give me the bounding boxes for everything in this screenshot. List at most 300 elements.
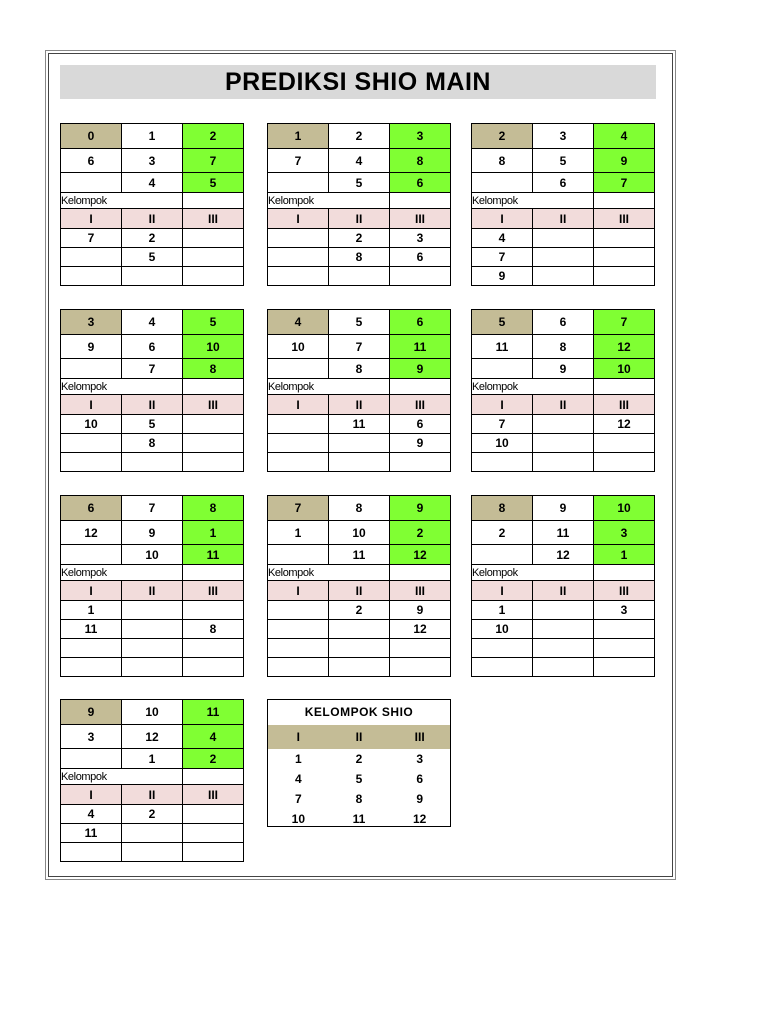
member-cell	[268, 639, 329, 658]
group-cell: III	[390, 209, 451, 229]
member-cell: 2	[122, 229, 183, 248]
member-cell	[390, 658, 451, 677]
kelompok-label: Kelompok	[61, 193, 122, 209]
member-row	[472, 229, 655, 248]
group-cell: I	[61, 785, 122, 805]
head-cell: 8	[329, 496, 390, 521]
number-cell: 7	[122, 359, 183, 379]
head-cell: 6	[390, 310, 451, 335]
member-row	[61, 639, 244, 658]
empty-cell	[390, 565, 451, 581]
member-cell: 4	[61, 805, 122, 824]
group-row	[268, 395, 451, 415]
member-cell: 1	[61, 601, 122, 620]
group-cell: I	[472, 581, 533, 601]
head-cell: 10	[122, 700, 183, 725]
head-row	[61, 700, 244, 725]
number-cell	[61, 749, 122, 769]
member-cell	[61, 843, 122, 862]
member-cell	[183, 415, 244, 434]
legend-cell: 8	[355, 792, 363, 806]
member-row	[61, 620, 244, 639]
member-cell	[533, 658, 594, 677]
kelompok-row	[61, 379, 244, 395]
number-cell: 6	[122, 335, 183, 359]
kelompok-label: Kelompok	[472, 379, 533, 395]
head-row	[472, 496, 655, 521]
member-cell	[183, 453, 244, 472]
head-cell: 9	[61, 700, 122, 725]
legend-cell: 7	[294, 792, 302, 806]
member-cell	[594, 434, 655, 453]
member-cell	[122, 620, 183, 639]
legend-cell: 4	[294, 772, 302, 786]
head-cell: 0	[61, 124, 122, 149]
shio-block	[60, 699, 244, 862]
head-cell: 5	[472, 310, 533, 335]
number-row	[268, 521, 451, 545]
number-cell: 9	[594, 149, 655, 173]
member-row	[61, 453, 244, 472]
head-cell: 8	[472, 496, 533, 521]
group-cell: II	[533, 209, 594, 229]
member-cell: 1	[472, 601, 533, 620]
group-cell: I	[472, 395, 533, 415]
member-row	[472, 267, 655, 286]
group-cell: III	[183, 395, 244, 415]
kelompok-label: Kelompok	[268, 379, 329, 395]
number-row	[61, 725, 244, 749]
number-cell: 2	[183, 749, 244, 769]
number-cell	[268, 545, 329, 565]
member-cell: 6	[390, 415, 451, 434]
head-cell: 1	[122, 124, 183, 149]
legend-cell: 2	[355, 752, 363, 766]
member-cell	[122, 658, 183, 677]
number-cell: 8	[183, 359, 244, 379]
number-cell: 4	[329, 149, 390, 173]
member-cell: 3	[390, 229, 451, 248]
number-cell: 10	[122, 545, 183, 565]
group-cell: III	[594, 209, 655, 229]
group-cell: I	[61, 581, 122, 601]
member-cell	[472, 639, 533, 658]
empty-cell	[533, 379, 594, 395]
number-cell: 8	[329, 359, 390, 379]
member-cell	[533, 229, 594, 248]
member-row	[61, 248, 244, 267]
head-row	[268, 124, 451, 149]
head-cell: 7	[122, 496, 183, 521]
number-cell: 9	[61, 335, 122, 359]
kelompok-label: Kelompok	[61, 379, 122, 395]
member-cell: 9	[472, 267, 533, 286]
kelompok-row	[268, 565, 451, 581]
member-cell	[61, 639, 122, 658]
number-cell: 5	[329, 173, 390, 193]
member-cell	[329, 658, 390, 677]
legend-cell: 1	[294, 752, 302, 766]
legend-header-cell: I	[296, 730, 300, 744]
legend-header-row	[268, 725, 450, 749]
shio-block	[471, 309, 655, 472]
member-cell	[268, 267, 329, 286]
group-cell: I	[268, 395, 329, 415]
empty-cell	[390, 193, 451, 209]
group-row	[472, 395, 655, 415]
member-cell	[122, 267, 183, 286]
member-cell: 10	[472, 434, 533, 453]
member-cell	[61, 658, 122, 677]
member-cell	[329, 639, 390, 658]
number-row	[472, 545, 655, 565]
member-row	[268, 267, 451, 286]
member-cell	[183, 434, 244, 453]
head-cell: 5	[329, 310, 390, 335]
group-cell: II	[122, 785, 183, 805]
number-cell: 4	[183, 725, 244, 749]
member-cell	[183, 658, 244, 677]
member-cell	[533, 453, 594, 472]
shio-block	[471, 123, 655, 286]
group-cell: III	[390, 395, 451, 415]
head-cell: 9	[533, 496, 594, 521]
empty-cell	[594, 193, 655, 209]
member-cell	[390, 639, 451, 658]
legend-row	[268, 749, 450, 769]
group-cell: II	[329, 581, 390, 601]
member-cell	[268, 453, 329, 472]
number-cell	[61, 545, 122, 565]
member-cell	[61, 267, 122, 286]
member-row	[472, 639, 655, 658]
member-row	[61, 267, 244, 286]
kelompok-row	[268, 193, 451, 209]
member-cell	[594, 658, 655, 677]
kelompok-shio-legend	[267, 699, 451, 827]
member-cell: 8	[329, 248, 390, 267]
kelompok-row	[472, 379, 655, 395]
head-row	[472, 310, 655, 335]
member-cell	[183, 267, 244, 286]
number-cell: 10	[268, 335, 329, 359]
head-row	[268, 496, 451, 521]
group-cell: III	[594, 395, 655, 415]
number-row	[268, 359, 451, 379]
member-cell	[183, 824, 244, 843]
head-cell: 4	[122, 310, 183, 335]
head-cell: 3	[390, 124, 451, 149]
number-cell	[268, 173, 329, 193]
head-cell: 6	[61, 496, 122, 521]
member-row	[268, 229, 451, 248]
member-cell	[594, 639, 655, 658]
member-cell: 3	[594, 601, 655, 620]
group-cell: II	[533, 395, 594, 415]
head-cell: 2	[472, 124, 533, 149]
head-cell: 7	[268, 496, 329, 521]
legend-cell: 11	[352, 812, 366, 826]
member-cell	[594, 453, 655, 472]
group-cell: III	[594, 581, 655, 601]
number-cell: 11	[472, 335, 533, 359]
number-cell: 11	[533, 521, 594, 545]
title-banner	[60, 65, 656, 99]
number-cell	[61, 173, 122, 193]
kelompok-label: Kelompok	[268, 565, 329, 581]
member-cell	[268, 620, 329, 639]
shio-block	[471, 495, 655, 677]
number-row	[472, 149, 655, 173]
legend-row	[268, 789, 450, 809]
member-cell	[533, 620, 594, 639]
shio-block	[267, 309, 451, 472]
member-cell: 12	[594, 415, 655, 434]
number-cell: 3	[122, 149, 183, 173]
member-cell: 7	[61, 229, 122, 248]
empty-cell	[183, 769, 244, 785]
page-title: PREDIKSI SHIO MAIN	[225, 68, 491, 96]
member-cell	[268, 658, 329, 677]
member-cell	[61, 248, 122, 267]
member-cell	[533, 415, 594, 434]
head-cell: 10	[594, 496, 655, 521]
kelompok-label: Kelompok	[268, 193, 329, 209]
member-cell	[472, 453, 533, 472]
group-row	[61, 209, 244, 229]
kelompok-label: Kelompok	[472, 193, 533, 209]
number-cell: 8	[472, 149, 533, 173]
head-cell: 8	[183, 496, 244, 521]
member-row	[61, 843, 244, 862]
group-cell: II	[122, 209, 183, 229]
number-cell: 6	[390, 173, 451, 193]
number-cell: 8	[390, 149, 451, 173]
member-cell: 2	[329, 601, 390, 620]
member-cell	[533, 267, 594, 286]
shio-block	[60, 123, 244, 286]
member-cell	[122, 843, 183, 862]
number-cell: 11	[329, 545, 390, 565]
member-cell	[183, 248, 244, 267]
member-cell: 5	[122, 415, 183, 434]
member-cell: 2	[329, 229, 390, 248]
head-cell: 3	[61, 310, 122, 335]
group-cell: I	[268, 209, 329, 229]
empty-cell	[329, 565, 390, 581]
number-cell: 12	[533, 545, 594, 565]
head-cell: 2	[183, 124, 244, 149]
head-cell: 6	[533, 310, 594, 335]
number-row	[472, 173, 655, 193]
kelompok-row	[472, 193, 655, 209]
number-cell: 8	[533, 335, 594, 359]
member-row	[472, 434, 655, 453]
member-cell: 7	[472, 415, 533, 434]
member-row	[472, 658, 655, 677]
number-row	[472, 359, 655, 379]
shio-block	[60, 309, 244, 472]
number-cell: 10	[329, 521, 390, 545]
member-cell	[183, 843, 244, 862]
member-cell: 11	[61, 824, 122, 843]
member-cell	[183, 805, 244, 824]
group-cell: III	[390, 581, 451, 601]
member-cell	[329, 434, 390, 453]
member-row	[472, 620, 655, 639]
member-cell	[594, 620, 655, 639]
empty-cell	[594, 565, 655, 581]
number-cell: 4	[122, 173, 183, 193]
number-cell: 1	[268, 521, 329, 545]
member-cell	[533, 601, 594, 620]
member-cell: 5	[122, 248, 183, 267]
shio-block	[60, 495, 244, 677]
legend-cell: 6	[416, 772, 424, 786]
member-row	[268, 453, 451, 472]
member-cell	[329, 267, 390, 286]
kelompok-row	[61, 769, 244, 785]
kelompok-row	[268, 379, 451, 395]
member-cell	[183, 639, 244, 658]
number-cell: 7	[268, 149, 329, 173]
head-cell: 9	[390, 496, 451, 521]
number-cell: 3	[61, 725, 122, 749]
legend-header-cell: III	[414, 730, 425, 744]
number-cell: 2	[390, 521, 451, 545]
group-cell: III	[183, 581, 244, 601]
empty-cell	[122, 379, 183, 395]
member-cell	[122, 639, 183, 658]
group-row	[268, 581, 451, 601]
member-row	[268, 415, 451, 434]
member-row	[61, 229, 244, 248]
legend-cell: 5	[355, 772, 363, 786]
number-cell: 12	[122, 725, 183, 749]
number-cell: 6	[533, 173, 594, 193]
number-cell: 7	[594, 173, 655, 193]
group-cell: II	[533, 581, 594, 601]
number-row	[268, 335, 451, 359]
member-cell	[61, 434, 122, 453]
group-cell: III	[183, 209, 244, 229]
member-cell	[183, 601, 244, 620]
head-row	[61, 496, 244, 521]
number-row	[61, 521, 244, 545]
member-row	[61, 415, 244, 434]
number-cell: 1	[183, 521, 244, 545]
member-row	[472, 453, 655, 472]
number-cell	[472, 545, 533, 565]
member-row	[472, 601, 655, 620]
member-cell: 8	[183, 620, 244, 639]
kelompok-row	[472, 565, 655, 581]
group-cell: I	[472, 209, 533, 229]
empty-cell	[329, 193, 390, 209]
empty-cell	[183, 565, 244, 581]
head-cell: 7	[594, 310, 655, 335]
member-cell	[122, 601, 183, 620]
empty-cell	[390, 379, 451, 395]
number-cell: 7	[183, 149, 244, 173]
member-cell	[472, 658, 533, 677]
group-cell: II	[122, 581, 183, 601]
group-cell: I	[268, 581, 329, 601]
member-cell	[268, 434, 329, 453]
member-cell	[268, 601, 329, 620]
number-row	[61, 545, 244, 565]
number-row	[61, 359, 244, 379]
number-row	[61, 149, 244, 173]
member-cell: 7	[472, 248, 533, 267]
member-cell	[594, 267, 655, 286]
head-row	[61, 124, 244, 149]
member-cell: 6	[390, 248, 451, 267]
number-cell: 12	[594, 335, 655, 359]
group-row	[61, 785, 244, 805]
number-cell: 12	[61, 521, 122, 545]
member-cell: 11	[329, 415, 390, 434]
member-cell: 10	[61, 415, 122, 434]
head-cell: 2	[329, 124, 390, 149]
number-cell: 6	[61, 149, 122, 173]
shio-block	[267, 123, 451, 286]
group-row	[268, 209, 451, 229]
legend-row	[268, 769, 450, 789]
number-cell: 11	[183, 545, 244, 565]
member-cell: 12	[390, 620, 451, 639]
legend-title: KELOMPOK SHIO	[304, 705, 414, 719]
number-cell: 9	[533, 359, 594, 379]
number-cell: 11	[390, 335, 451, 359]
member-cell	[533, 639, 594, 658]
head-row	[61, 310, 244, 335]
kelompok-row	[61, 565, 244, 581]
head-cell: 4	[594, 124, 655, 149]
number-row	[268, 545, 451, 565]
shio-block	[267, 495, 451, 677]
member-row	[61, 805, 244, 824]
number-row	[61, 335, 244, 359]
legend-cell: 9	[416, 792, 424, 806]
kelompok-label: Kelompok	[472, 565, 533, 581]
member-cell: 2	[122, 805, 183, 824]
number-cell: 1	[122, 749, 183, 769]
member-cell	[594, 229, 655, 248]
number-cell: 1	[594, 545, 655, 565]
member-cell	[533, 248, 594, 267]
number-row	[61, 749, 244, 769]
empty-cell	[329, 379, 390, 395]
member-cell	[390, 267, 451, 286]
member-cell	[183, 229, 244, 248]
empty-cell	[594, 379, 655, 395]
member-row	[268, 248, 451, 267]
number-cell: 5	[533, 149, 594, 173]
member-cell: 9	[390, 601, 451, 620]
member-cell: 10	[472, 620, 533, 639]
member-cell	[268, 415, 329, 434]
member-row	[268, 601, 451, 620]
legend-cell: 10	[291, 812, 306, 826]
head-row	[472, 124, 655, 149]
kelompok-row	[61, 193, 244, 209]
member-cell	[533, 434, 594, 453]
member-cell	[268, 248, 329, 267]
member-cell	[268, 229, 329, 248]
member-row	[472, 415, 655, 434]
member-cell	[61, 453, 122, 472]
